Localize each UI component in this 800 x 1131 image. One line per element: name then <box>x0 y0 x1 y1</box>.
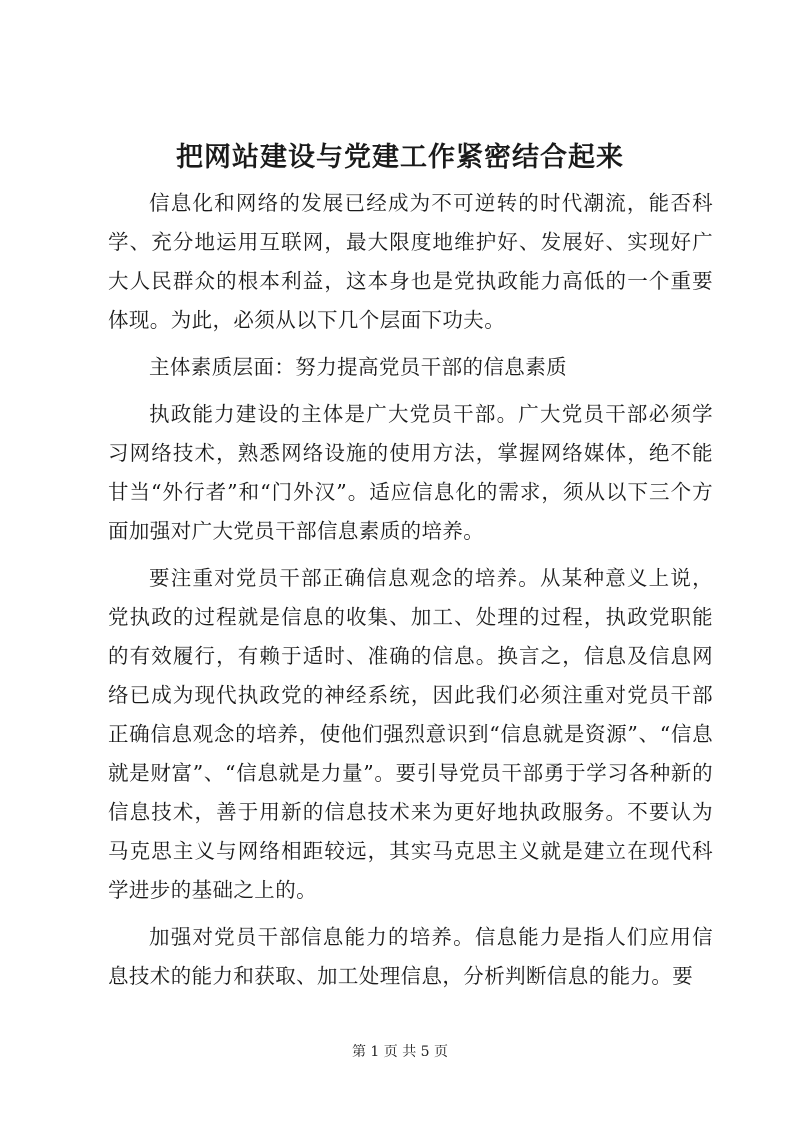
paragraph-subject: 执政能力建设的主体是广大党员干部。广大党员干部必须学习网络技术，熟悉网络设施的使用方法，掌握网络媒体，绝不能甘当“外行者”和“门外汉”。适应信息化的需求，须从以下三个方面加强对广大党员干部信息素质的培养。 <box>108 402 713 543</box>
section-heading: 主体素质层面：努力提高党员干部的信息素质 <box>149 355 567 379</box>
paragraph-information-ability: 加强对党员干部信息能力的培养。信息能力是指人们应用信息技术的能力和获取、加工处理信息，分析判断信息的能力。要 <box>108 925 713 988</box>
page-footer: 第 1 页 共 5 页 <box>351 1044 449 1060</box>
paragraph-intro: 信息化和网络的发展已经成为不可逆转的时代潮流，能否科学、充分地运用互联网，最大限度地维护好、发展好、实现好广大人民群众的根本利益，这本身也是党执政能力高低的一个重要体现。为此，必须从以下几个层面下功夫。 <box>108 191 713 332</box>
document-title: 把网站建设与党建工作紧密结合起来 <box>176 142 624 173</box>
paragraph-information-concept: 要注重对党员干部正确信息观念的培养。从某种意义上说，党执政的过程就是信息的收集、加工、处理的过程，执政党职能的有效履行，有赖于适时、准确的信息。换言之，信息及信息网络已成为现代执政党的神经系统，因此我们必须注重对党员干部正确信息观念的培养，使他们强烈意识到“信息就是资源”、“信息就是财富”、“信息就是力量”。要引导党员干部勇于学习各种新的信息技术，善于用新的信息技术来为更好地执政服务。不要认为马克思主义与网络相距较远，其实马克思主义就是建立在现代科学进步的基础之上的。 <box>108 566 713 902</box>
document-body <box>108 184 713 1004</box>
